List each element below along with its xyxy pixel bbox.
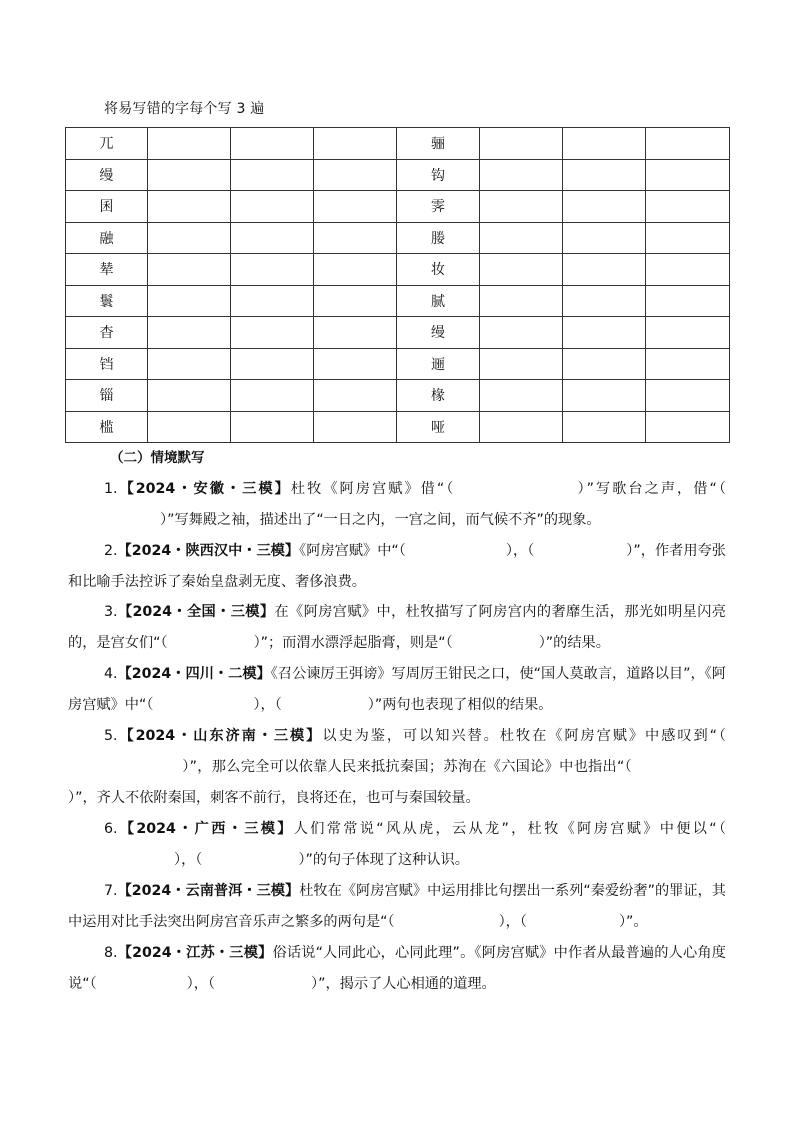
- grid-row: [66, 285, 730, 317]
- grid-practice-cell[interactable]: [480, 191, 563, 223]
- question-number: 7.: [104, 883, 118, 899]
- question-text: ）”的句子体现了这种认识。: [298, 852, 469, 868]
- grid-practice-cell[interactable]: [646, 191, 730, 223]
- grid-practice-cell[interactable]: [231, 254, 314, 286]
- grid-practice-cell[interactable]: [563, 348, 646, 380]
- grid-practice-cell[interactable]: [646, 222, 730, 254]
- grid-row: [66, 191, 730, 223]
- grid-practice-cell[interactable]: [148, 411, 231, 443]
- grid-practice-cell[interactable]: [314, 254, 397, 286]
- grid-practice-cell[interactable]: [563, 254, 646, 286]
- grid-practice-cell[interactable]: [480, 222, 563, 254]
- question-text: ）”，那么完全可以依靠人民来抵抗秦国；苏洵在《六国论》中也指出“（: [182, 759, 632, 775]
- question-text: ）”写舞殿之袖，描述出了“一日之内，一宫之间，而气候不齐”的现象。: [160, 512, 601, 528]
- grid-row: [66, 159, 730, 191]
- question-number: 6.: [104, 821, 118, 837]
- grid-practice-cell[interactable]: [563, 317, 646, 349]
- question-text: 杜牧在《阿房宫赋》中运用排比句摆出一系列“秦爱纷奢”的罪证，其中运用对比手法突出阿房宫音乐声之繁多的两句是“（: [68, 883, 726, 930]
- grid-practice-cell[interactable]: [231, 348, 314, 380]
- question-source: 【2024・山东济南・三模】: [117, 728, 323, 744]
- grid-row: [66, 254, 730, 286]
- question-text: 俗话说“人同此心，心同此理”。《阿房宫赋》中作者从最普遍的人心角度说“（: [68, 945, 726, 992]
- question-text: 杜牧《阿房宫赋》借“（: [290, 481, 456, 497]
- grid-practice-cell[interactable]: [148, 317, 231, 349]
- grid-practice-cell[interactable]: [563, 285, 646, 317]
- grid-practice-cell[interactable]: [148, 285, 231, 317]
- question-text: ）”两句也表现了相似的结果。: [367, 697, 553, 713]
- question-text: ）”，揭示了人心相通的道理。: [311, 976, 496, 992]
- grid-char-left: 鬟: [66, 285, 148, 317]
- grid-practice-cell[interactable]: [148, 191, 231, 223]
- question-item: [68, 474, 726, 536]
- grid-practice-cell[interactable]: [231, 380, 314, 412]
- grid-practice-cell[interactable]: [314, 159, 397, 191]
- grid-practice-cell[interactable]: [563, 191, 646, 223]
- grid-practice-cell[interactable]: [231, 191, 314, 223]
- grid-char-right: 钩: [397, 159, 480, 191]
- grid-practice-cell[interactable]: [148, 159, 231, 191]
- question-text: 以史为鉴，可以知兴替。杜牧在《阿房宫赋》中感叹到“（: [322, 728, 726, 744]
- grid-char-right: 椽: [397, 380, 480, 412]
- question-number: 2.: [104, 543, 118, 559]
- grid-practice-cell[interactable]: [563, 380, 646, 412]
- question-text: ），（: [174, 852, 203, 868]
- grid-practice-cell[interactable]: [480, 380, 563, 412]
- grid-practice-cell[interactable]: [148, 222, 231, 254]
- instruction-text: 将易写错的字每个写 3 遍: [104, 101, 265, 117]
- question-source: 【2024・全国・三模】: [117, 604, 275, 620]
- grid-char-right: 骊: [397, 128, 480, 160]
- question-item: [68, 597, 726, 659]
- question-source: 【2024・陕西汉中・三模】: [117, 543, 300, 559]
- grid-practice-cell[interactable]: [148, 380, 231, 412]
- grid-row: [66, 317, 730, 349]
- grid-practice-cell[interactable]: [480, 128, 563, 160]
- grid-row: [66, 128, 730, 160]
- grid-practice-cell[interactable]: [314, 348, 397, 380]
- grid-char-left: 锱: [66, 380, 148, 412]
- question-text: 《召公谏厉王弭谤》写周厉王钳民之口，使“国人莫敢言，道路以目”，《阿房宫赋》中“（: [68, 666, 726, 713]
- grid-practice-cell[interactable]: [231, 411, 314, 443]
- grid-row: [66, 348, 730, 380]
- grid-practice-cell[interactable]: [646, 411, 730, 443]
- question-source: 【2024・江苏・三模】: [117, 945, 273, 961]
- grid-char-left: 铛: [66, 348, 148, 380]
- grid-char-right: 哑: [397, 411, 480, 443]
- grid-char-right: 霁: [397, 191, 480, 223]
- grid-practice-cell[interactable]: [480, 285, 563, 317]
- grid-practice-cell[interactable]: [480, 411, 563, 443]
- question-text: 人们常常说“风从虎，云从龙”，杜牧《阿房宫赋》中便以“（: [293, 821, 726, 837]
- question-text: ），（: [498, 914, 527, 930]
- question-number: 1.: [104, 481, 118, 497]
- question-text: ）”，作者用夸张和比喻手法控诉了秦始皇盘剥无度、奢侈浪费。: [68, 543, 726, 590]
- grid-row: [66, 411, 730, 443]
- grid-practice-cell[interactable]: [314, 191, 397, 223]
- question-item: [68, 876, 726, 938]
- question-text: ），（: [253, 697, 282, 713]
- grid-practice-cell[interactable]: [646, 380, 730, 412]
- question-text: 《阿房宫赋》中“（: [299, 543, 406, 559]
- question-text: ）”。: [618, 914, 648, 930]
- question-item: [68, 536, 726, 598]
- grid-char-right: 媵: [397, 222, 480, 254]
- grid-practice-cell[interactable]: [563, 128, 646, 160]
- grid-practice-cell[interactable]: [231, 128, 314, 160]
- grid-char-left: 缦: [66, 159, 148, 191]
- grid-practice-cell[interactable]: [231, 285, 314, 317]
- grid-practice-cell[interactable]: [314, 128, 397, 160]
- question-item: [68, 659, 726, 721]
- question-number: 8.: [104, 945, 118, 961]
- grid-practice-cell[interactable]: [314, 285, 397, 317]
- question-text: ），（: [505, 543, 535, 559]
- grid-char-left: 兀: [66, 128, 148, 160]
- grid-char-left: 融: [66, 222, 148, 254]
- grid-practice-cell[interactable]: [314, 317, 397, 349]
- grid-practice-cell[interactable]: [314, 411, 397, 443]
- question-source: 【2024・四川・二模】: [117, 666, 271, 682]
- grid-practice-cell[interactable]: [148, 128, 231, 160]
- grid-practice-cell[interactable]: [231, 317, 314, 349]
- grid-practice-cell[interactable]: [646, 254, 730, 286]
- grid-practice-cell[interactable]: [480, 254, 563, 286]
- grid-practice-cell[interactable]: [480, 317, 563, 349]
- grid-char-right: 缦: [397, 317, 480, 349]
- question-item: [68, 814, 726, 876]
- question-text: ）”的结果。: [538, 635, 610, 651]
- grid-practice-cell[interactable]: [646, 285, 730, 317]
- question-text: ）”，齐人不依附秦国，刺客不前行，良将还在，也可与秦国较量。: [68, 790, 480, 806]
- grid-practice-cell[interactable]: [563, 222, 646, 254]
- question-source: 【2024・云南普洱・三模】: [117, 883, 300, 899]
- section-title: （二）情境默写: [110, 450, 205, 466]
- grid-practice-cell[interactable]: [148, 254, 231, 286]
- question-text: ）”；而渭水漂浮起脂膏，则是“（: [253, 635, 453, 651]
- question-number: 4.: [104, 666, 118, 682]
- grid-practice-cell[interactable]: [314, 222, 397, 254]
- grid-practice-cell[interactable]: [231, 222, 314, 254]
- question-number: 5.: [104, 728, 118, 744]
- grid-practice-cell[interactable]: [563, 159, 646, 191]
- grid-practice-cell[interactable]: [563, 411, 646, 443]
- grid-row: [66, 222, 730, 254]
- grid-practice-cell[interactable]: [646, 317, 730, 349]
- question-source: 【2024・安徽・三模】: [117, 481, 291, 497]
- grid-char-right: 腻: [397, 285, 480, 317]
- grid-row: [66, 380, 730, 412]
- grid-char-left: 杳: [66, 317, 148, 349]
- grid-char-left: 槛: [66, 411, 148, 443]
- question-number: 3.: [104, 604, 118, 620]
- grid-char-right: 妆: [397, 254, 480, 286]
- question-text: 在《阿房宫赋》中，杜牧描写了阿房宫内的奢靡生活，那光如明星闪亮的，是宫女们“（: [68, 604, 726, 651]
- grid-practice-cell[interactable]: [646, 159, 730, 191]
- grid-practice-cell[interactable]: [480, 348, 563, 380]
- grid-practice-cell[interactable]: [314, 380, 397, 412]
- grid-char-left: 囷: [66, 191, 148, 223]
- question-text: ）”写歌台之声，借“（: [575, 481, 726, 497]
- question-source: 【2024・广西・三模】: [117, 821, 294, 837]
- grid-practice-cell[interactable]: [480, 159, 563, 191]
- grid-practice-cell[interactable]: [646, 348, 730, 380]
- grid-practice-cell[interactable]: [646, 128, 730, 160]
- question-text: ），（: [186, 976, 216, 992]
- question-item: [68, 938, 726, 1000]
- question-item: [68, 721, 726, 814]
- grid-char-right: 逦: [397, 348, 480, 380]
- grid-practice-cell[interactable]: [231, 159, 314, 191]
- grid-char-left: 辇: [66, 254, 148, 286]
- practice-grid: [65, 127, 730, 443]
- grid-practice-cell[interactable]: [148, 348, 231, 380]
